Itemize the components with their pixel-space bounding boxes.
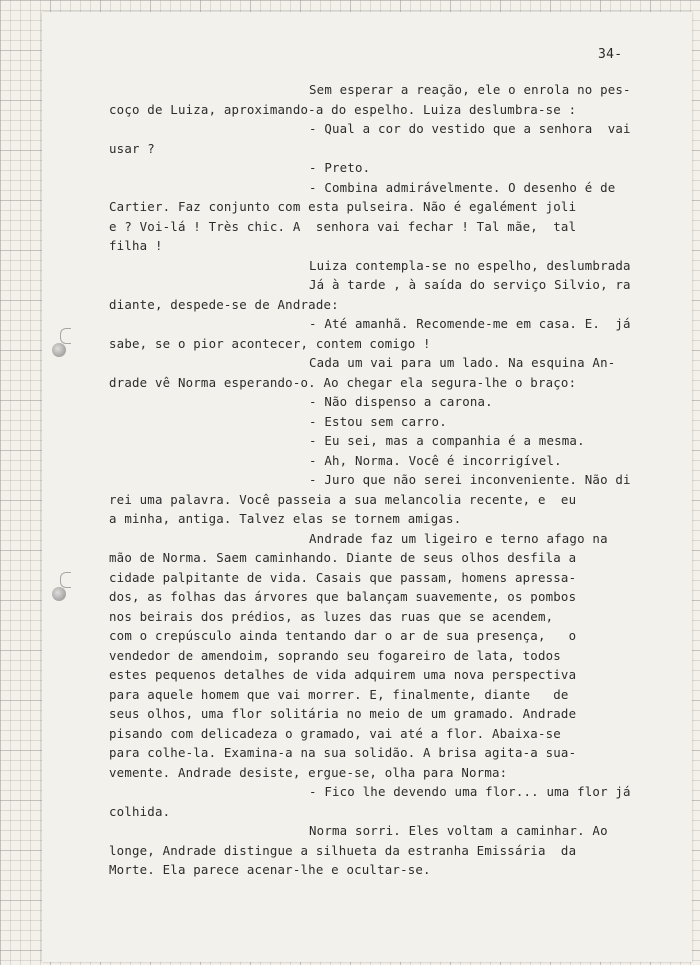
text-line: Andrade faz um ligeiro e terno afago na <box>309 530 608 546</box>
text-line: rei uma palavra. Você passeia a sua melancolia recente, e eu <box>109 491 577 507</box>
text-line: colhida. <box>109 803 171 819</box>
text-line: - Estou sem carro. <box>309 413 447 429</box>
text-line: - Eu sei, mas a companhia é a mesma. <box>309 433 585 448</box>
text-line: coço de Luiza, aproximando-a do espelho. Luiza deslumbra-se : <box>109 101 577 117</box>
text-line: e ? Voi-lá ! Très chic. A senhora vai fechar ! Tal mãe, tal <box>109 218 577 234</box>
text-line: - Qual a cor do vestido que a senhora vai <box>309 121 631 136</box>
text-line: sabe, se o pior acontecer, contem comigo ! <box>109 335 431 351</box>
text-line: para colhe-la. Examina-a na sua solidão. A brisa agita-a sua- <box>109 745 577 760</box>
text-line: mão de Norma. Saem caminhando. Diante de seus olhos desfila a <box>109 550 577 565</box>
text-line: pisando com delicadeza o gramado, vai até a flor. Abaixa-se <box>109 725 561 741</box>
text-line: estes pequenos detalhes de vida adquirem uma nova perspectiva <box>109 667 577 682</box>
typewritten-text-body <box>109 80 639 880</box>
punch-hole-lower <box>52 587 66 601</box>
text-line: Cartier. Faz conjunto com esta pulseira. Não é egalément joli <box>109 199 577 214</box>
text-line: filha ! <box>109 238 163 253</box>
text-line: Sem esperar a reação, ele o enrola no pes- <box>309 82 631 97</box>
text-line: - Combina admirávelmente. O desenho é de <box>309 179 616 195</box>
text-line: nos beirais dos prédios, as luzes das ruas que se acendem, <box>109 608 554 624</box>
text-line: - Fico lhe devendo uma flor... uma flor já <box>309 784 631 799</box>
text-line: longe, Andrade distingue a silhueta da estranha Emissária da <box>109 842 577 858</box>
punch-hole-ring-upper <box>60 328 71 344</box>
text-line: Morte. Ela parece acenar-lhe e ocultar-se. <box>109 862 431 877</box>
text-line: dos, as folhas das árvores que balançam suavemente, os pombos <box>109 589 577 604</box>
text-line: - Preto. <box>309 160 371 175</box>
text-line: vendedor de amendoim, soprando seu fogareiro de lata, todos <box>109 647 561 663</box>
punch-hole-upper <box>52 343 66 357</box>
text-line: - Ah, Norma. Você é incorrigível. <box>309 452 562 468</box>
text-line: Já à tarde , à saída do serviço Silvio, ra <box>309 277 631 292</box>
text-line: para aquele homem que vai morrer. E, finalmente, diante de <box>109 686 569 702</box>
text-line: Cada um vai para um lado. Na esquina An- <box>309 355 616 370</box>
text-line: - Até amanhã. Recomende-me em casa. E. já <box>309 316 631 331</box>
text-line: drade vê Norma esperando-o. Ao chegar ela segura-lhe o braço: <box>109 374 577 390</box>
text-line: com o crepúsculo ainda tentando dar o ar de sua presença, o <box>109 628 577 643</box>
text-line: a minha, antiga. Talvez elas se tornem amigas. <box>109 511 462 526</box>
text-line: - Juro que não serei inconveniente. Não di <box>309 472 631 487</box>
text-line: - Não dispenso a carona. <box>309 394 493 409</box>
page-number: 34- <box>598 47 623 62</box>
text-line: seus olhos, uma flor solitária no meio de um gramado. Andrade <box>109 706 577 721</box>
text-line: Norma sorri. Eles voltam a caminhar. Ao <box>309 823 608 838</box>
text-line: Luiza contempla-se no espelho, deslumbrada <box>309 257 631 273</box>
text-line: usar ? <box>109 140 155 156</box>
punch-hole-ring-lower <box>60 572 71 588</box>
text-line: diante, despede-se de Andrade: <box>109 296 339 312</box>
text-line: cidade palpitante de vida. Casais que passam, homens apressa- <box>109 569 577 585</box>
text-line: vemente. Andrade desiste, ergue-se, olha para Norma: <box>109 764 508 780</box>
